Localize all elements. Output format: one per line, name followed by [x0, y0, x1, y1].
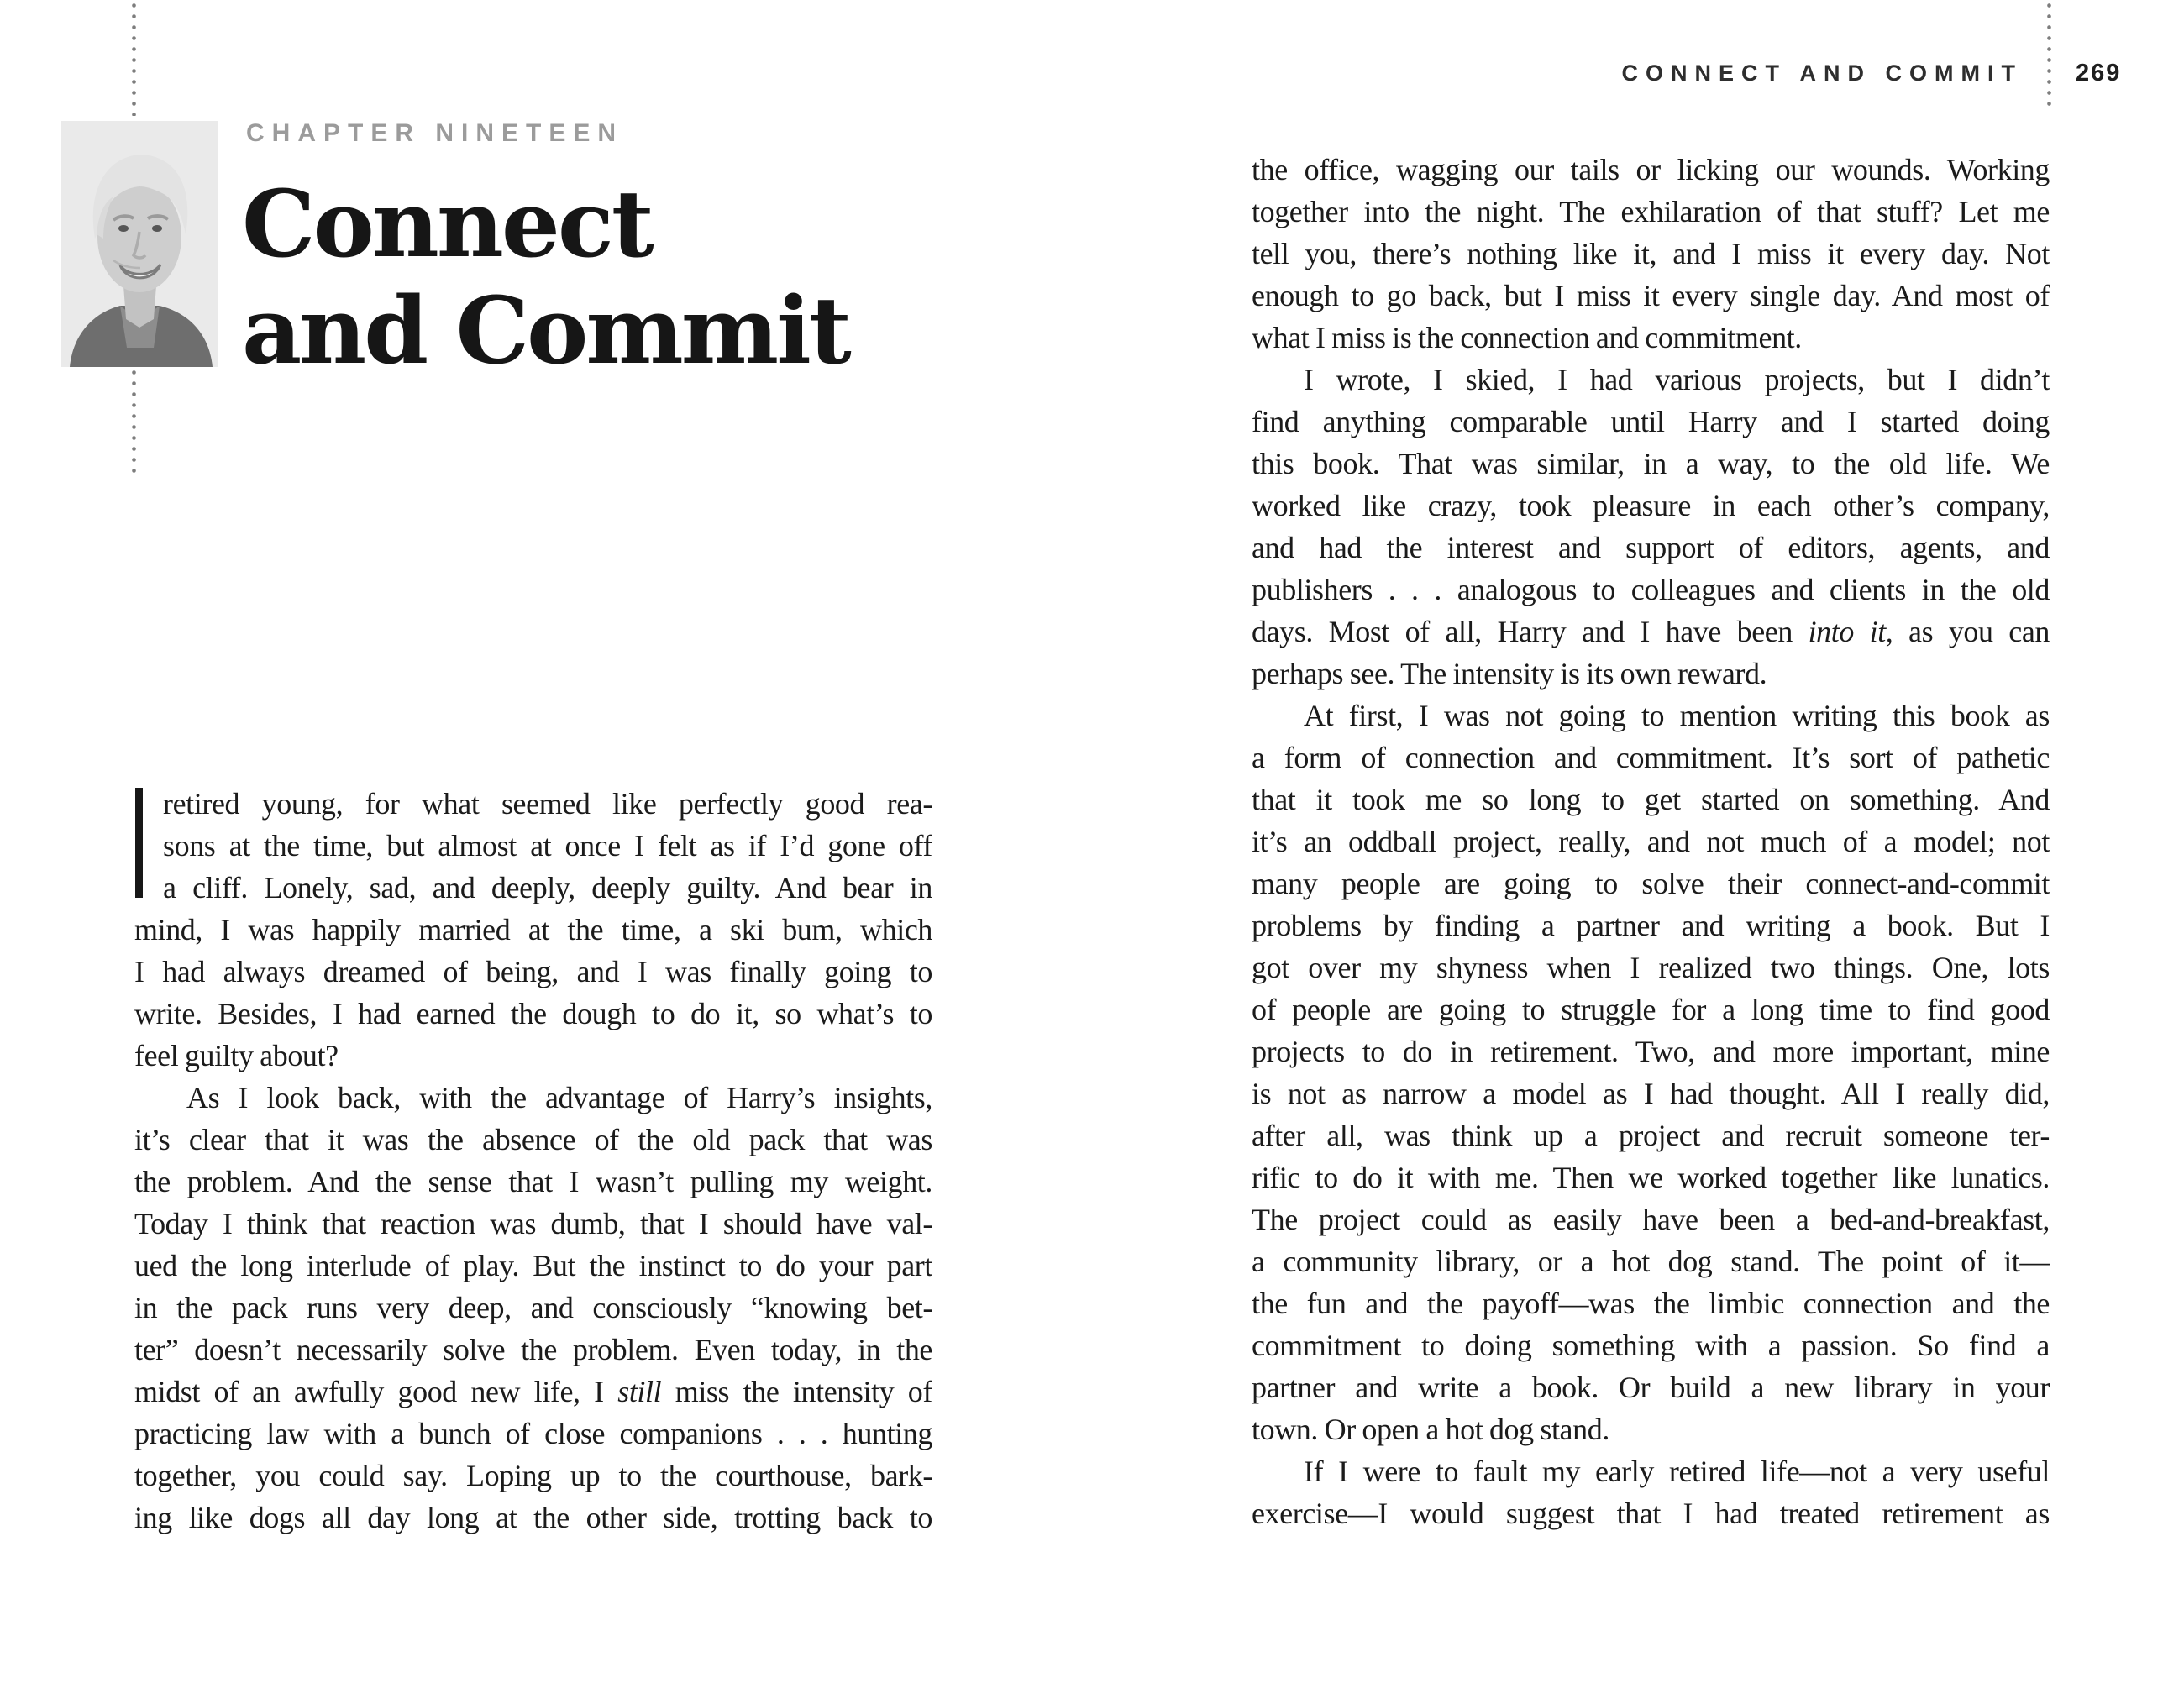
body-line: the office, wagging our tails or licking our wounds. Working [1252, 153, 2050, 186]
body-line: worked like crazy, took pleasure in each other’s company, [1252, 489, 2050, 522]
body-line: Today I think that reaction was dumb, that I should have val- [134, 1207, 932, 1240]
body-line: this book. That was similar, in a way, to the old life. We [1252, 447, 2050, 480]
right-text-column [1252, 149, 2050, 1534]
body-line: perhaps see. The intensity is its own reward. [1252, 657, 1767, 690]
paragraph [134, 783, 932, 1077]
paragraph [1252, 149, 2050, 359]
body-line: a cliff. Lonely, sad, and deeply, deeply guilty. And bear in [163, 871, 932, 904]
body-line: it’s an oddball project, really, and not much of a model; not [1252, 825, 2050, 858]
left-dotted-rule-top [132, 0, 136, 116]
body-line: and had the interest and support of editors, agents, and [1252, 531, 2050, 564]
author-photo [61, 121, 218, 367]
header-dotted-rule [2047, 0, 2051, 106]
body-line: If I were to fault my early retired life—not a very useful [1304, 1455, 2050, 1488]
author-photo-eye-right [152, 225, 162, 232]
body-line: At first, I was not going to mention writing this book as [1304, 699, 2050, 732]
body-line: what I miss is the connection and commitment. [1252, 321, 1802, 354]
body-line: I had always dreamed of being, and I was finally going to [134, 955, 932, 988]
body-line: mind, I was happily married at the time, a ski bum, which [134, 913, 932, 946]
paragraph [1252, 1450, 2050, 1534]
body-line: feel guilty about? [134, 1039, 339, 1072]
body-line: I wrote, I skied, I had various projects, but I didn’t [1304, 363, 2050, 396]
body-line: in the pack runs very deep, and consciously “knowing bet- [134, 1291, 932, 1324]
body-line: find anything comparable until Harry and I started doing [1252, 405, 2050, 438]
body-line: that it took me so long to get started on something. And [1252, 783, 2050, 816]
body-line: midst of an awfully good new life, I still miss the intensity of [134, 1375, 932, 1408]
body-line: projects to do in retirement. Two, and more important, mine [1252, 1035, 2050, 1068]
body-line: practicing law with a bunch of close companions . . . hunting [134, 1417, 932, 1450]
body-line: rific to do it with me. Then we worked together like lunatics. [1252, 1161, 2050, 1194]
body-line: a form of connection and commitment. It’s sort of pathetic [1252, 741, 2050, 774]
body-line: is not as narrow a model as I had thought. All I really did, [1252, 1077, 2050, 1110]
body-line: sons at the time, but almost at once I felt as if I’d gone off [163, 829, 932, 862]
left-text-column [134, 783, 932, 1539]
body-line: As I look back, with the advantage of Harry’s insights, [186, 1081, 932, 1114]
chapter-title-line2: and Commit [242, 276, 849, 385]
chapter-title [242, 170, 849, 384]
chapter-title-line1: Connect [242, 170, 652, 278]
body-line: ing like dogs all day long at the other side, trotting back to [134, 1501, 932, 1534]
running-header: CONNECT AND COMMIT [1621, 60, 2023, 86]
body-line: days. Most of all, Harry and I have been into it, as you can [1252, 615, 2050, 648]
body-line: ter” doesn’t necessarily solve the problem. Even today, in the [134, 1333, 932, 1366]
body-line: exercise—I would suggest that I had treated retirement as [1252, 1497, 2050, 1530]
paragraph [1252, 359, 2050, 695]
body-line: commitment to doing something with a passion. So find a [1252, 1329, 2050, 1362]
left-dotted-rule-bottom [132, 367, 136, 474]
body-line: problems by finding a partner and writing a book. But I [1252, 909, 2050, 942]
body-line: ued the long interlude of play. But the instinct to do your part [134, 1249, 932, 1282]
body-line: after all, was think up a project and recruit someone ter- [1252, 1119, 2050, 1152]
body-line: many people are going to solve their connect-and-commit [1252, 867, 2050, 900]
author-photo-eye-left [118, 225, 129, 232]
body-line: together, you could say. Loping up to the courthouse, bark- [134, 1459, 932, 1492]
body-line: got over my shyness when I realized two things. One, lots [1252, 951, 2050, 984]
body-line: partner and write a book. Or build a new library in your [1252, 1371, 2050, 1404]
body-line: publishers . . . analogous to colleagues and clients in the old [1252, 573, 2050, 606]
body-line: tell you, there’s nothing like it, and I miss it every day. Not [1252, 237, 2050, 270]
chapter-label: CHAPTER NINETEEN [246, 119, 624, 147]
body-line: retired young, for what seemed like perfectly good rea- [163, 787, 932, 821]
body-line: the problem. And the sense that I wasn’t pulling my weight. [134, 1165, 932, 1198]
body-line: write. Besides, I had earned the dough to do it, so what’s to [134, 997, 932, 1030]
body-line: of people are going to struggle for a long time to find good [1252, 993, 2050, 1026]
paragraph [1252, 695, 2050, 1450]
page-number: 269 [2076, 60, 2122, 87]
body-line: The project could as easily have been a bed-and-breakfast, [1252, 1203, 2050, 1236]
body-line: the fun and the payoff—was the limbic connection and the [1252, 1287, 2050, 1320]
drop-cap-letter-I [135, 788, 143, 898]
body-line: together into the night. The exhilaration of that stuff? Let me [1252, 195, 2050, 228]
body-line: enough to go back, but I miss it every single day. And most of [1252, 279, 2050, 312]
body-line: it’s clear that it was the absence of the old pack that was [134, 1123, 932, 1156]
body-line: a community library, or a hot dog stand. The point of it— [1252, 1245, 2050, 1278]
paragraph [134, 1077, 932, 1539]
body-line: town. Or open a hot dog stand. [1252, 1413, 1609, 1446]
